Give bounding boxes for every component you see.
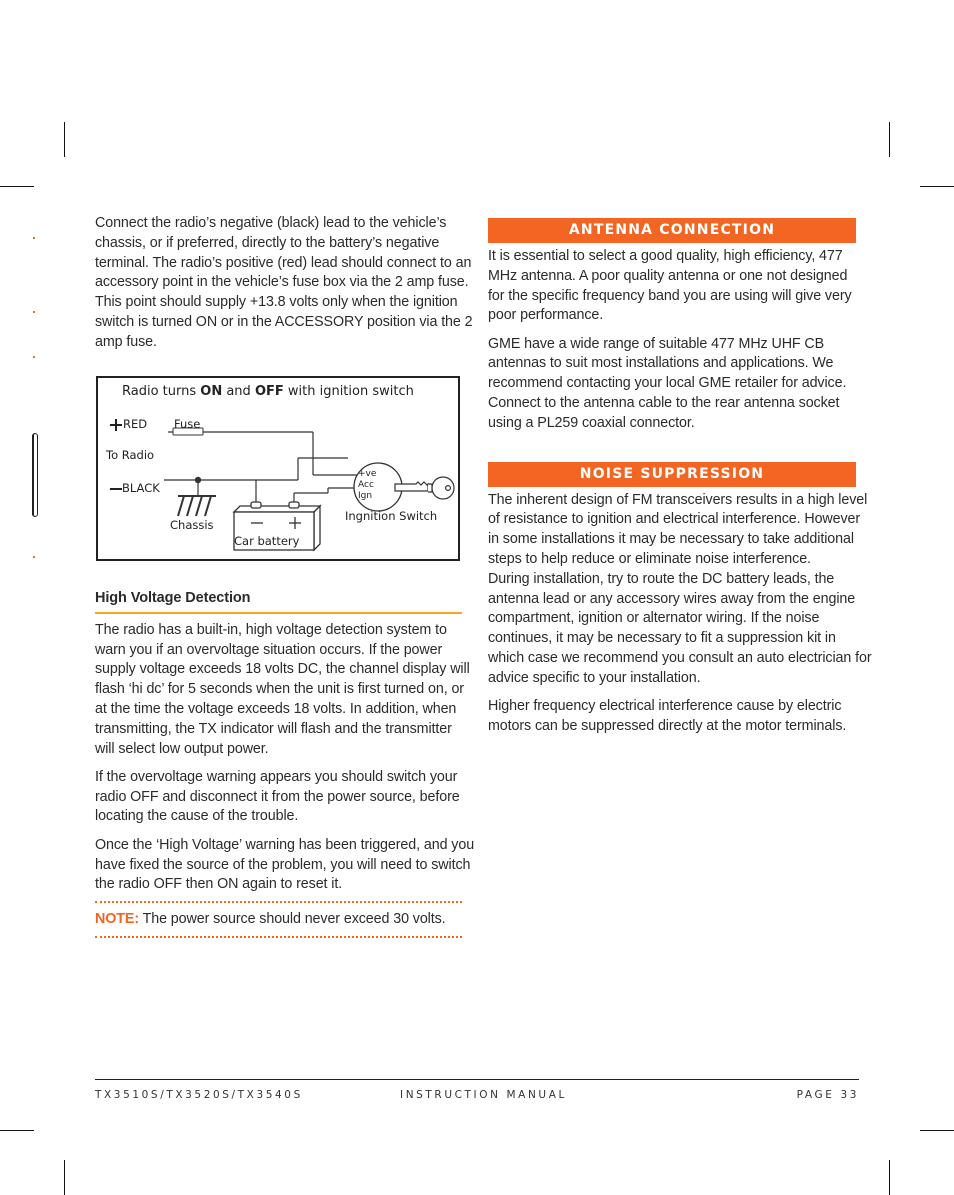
crop-mark xyxy=(0,186,34,187)
text-line: which case we recommend you consult an auto electrician for xyxy=(488,650,872,667)
text-line: motors can be suppressed directly at the motor terminals. xyxy=(488,717,847,734)
text-line: poor performance. xyxy=(488,307,604,324)
registration-bracket xyxy=(32,433,38,517)
label-to-radio: To Radio xyxy=(106,448,155,462)
label-red: RED xyxy=(123,417,148,431)
wiring-diagram xyxy=(96,376,460,561)
note-label: NOTE: xyxy=(95,911,139,928)
junction-dot xyxy=(195,477,201,483)
text-line: Connect to the antenna cable to the rear antenna socket xyxy=(488,395,840,412)
label-car-battery: Car battery xyxy=(234,534,300,548)
text-line: accessory point in the vehicle’s fuse box via the 2 amp fuse. xyxy=(95,274,469,291)
text-line: antenna lead or any accessory wires away from the engine xyxy=(488,590,856,607)
text-line: the radio OFF then ON again to reset it. xyxy=(95,876,343,893)
text-line: terminal. The radio’s positive (red) lead should connect to an xyxy=(95,254,472,271)
text-line: in some installations it may be necessary to take additional xyxy=(488,531,854,548)
text-line: switch is turned ON or in the ACCESSORY position via the 2 xyxy=(95,313,473,330)
text-line: flash ‘hi dc’ for 5 seconds when the unit is first turned on, or xyxy=(95,681,464,698)
battery-leads xyxy=(256,480,360,505)
left-column xyxy=(95,214,473,361)
text-line: antennas to suit most installations and applications. We xyxy=(488,355,834,372)
page-footer xyxy=(95,1079,859,1101)
hv-paragraph-2 xyxy=(95,768,462,827)
antenna-paragraph-2 xyxy=(488,335,856,434)
text-line: Once the ‘High Voltage’ warning has been triggered, and you xyxy=(95,836,475,853)
text-line: will select low output power. xyxy=(95,740,269,757)
text-line: Higher frequency electrical interference cause by electric xyxy=(488,698,842,715)
key-icon xyxy=(395,477,454,499)
hv-paragraph-1 xyxy=(95,621,470,760)
label-pos-ve: +ve xyxy=(358,469,377,479)
text-line: steps to help reduce or eliminate noise interference. xyxy=(488,551,811,568)
label-ignition-switch: Ingnition Switch xyxy=(345,509,438,523)
text-line: at the time the voltage exceeds 18 volts. In addition, when xyxy=(95,700,457,717)
footer-model: TX3510S/TX3520S/TX3540S xyxy=(95,1089,303,1101)
hv-paragraph-3 xyxy=(95,836,475,895)
text-line: MHz antenna. A poor quality antenna or one not designed xyxy=(488,267,848,284)
diagram-title: Radio turns ON and OFF with ignition switch xyxy=(122,384,414,399)
text-line: supply voltage exceeds 18 volts DC, the channel display will xyxy=(95,661,470,678)
text-line: warn you if an overvoltage situation occurs. If the power xyxy=(95,641,443,658)
crop-mark xyxy=(64,1160,65,1195)
crop-mark xyxy=(920,186,954,187)
right-column xyxy=(488,218,872,745)
crop-mark xyxy=(920,1130,954,1131)
crop-mark xyxy=(0,1130,34,1131)
antenna-connection-heading: ANTENNA CONNECTION xyxy=(488,218,856,243)
text-line: Connect the radio’s negative (black) lead to the vehicle’s xyxy=(95,215,447,231)
registration-mark xyxy=(33,311,35,313)
text-line: transmitting, the TX indicator will flash and the transmitter xyxy=(95,720,452,737)
chassis-ground-icon xyxy=(178,496,216,516)
label-chassis: Chassis xyxy=(170,518,214,532)
left-column-lower xyxy=(95,589,475,938)
text-line: locating the cause of the trouble. xyxy=(95,808,299,825)
label-acc: Acc xyxy=(358,480,374,490)
label-ign: Ign xyxy=(358,491,373,501)
text-line: advice specific to your installation. xyxy=(488,669,701,686)
text-line: amp fuse. xyxy=(95,333,157,350)
noise-paragraph-1 xyxy=(488,491,872,689)
text-line: chassis, or if preferred, directly to the battery’s negative xyxy=(95,234,440,251)
text-line: of resistance to ignition and electrical interference. However xyxy=(488,511,861,528)
crop-mark xyxy=(64,122,65,157)
note-text: The power source should never exceed 30 volts. xyxy=(138,911,446,928)
text-line: GME have a wide range of suitable 477 MHz UHF CB xyxy=(488,335,825,352)
footer-page: PAGE 33 xyxy=(796,1089,859,1101)
note-box xyxy=(95,901,462,938)
intro-paragraph xyxy=(95,214,473,353)
antenna-paragraph-1 xyxy=(488,247,856,326)
text-line: The radio has a built-in, high voltage detection system to xyxy=(95,621,447,638)
noise-suppression-heading: NOISE SUPPRESSION xyxy=(488,462,856,487)
text-line: for the specific frequency band you are using will give very xyxy=(488,287,852,304)
red-wire xyxy=(168,432,358,475)
crop-mark xyxy=(889,1160,890,1195)
noise-paragraph-2 xyxy=(488,697,856,737)
text-line: have fixed the source of the problem, you will need to switch xyxy=(95,856,471,873)
text-line: recommend contacting your local GME retailer for advice. xyxy=(488,375,847,392)
text-line: This point should supply +13.8 volts only when the ignition xyxy=(95,294,458,311)
text-line: During installation, try to route the DC battery leads, the xyxy=(488,570,835,587)
text-line: If the overvoltage warning appears you should switch your xyxy=(95,768,458,785)
text-line: compartment, ignition or alternator wiring. If the noise xyxy=(488,610,820,627)
high-voltage-heading: High Voltage Detection xyxy=(95,589,462,614)
text-line: The inherent design of FM transceivers results in a high level xyxy=(488,491,868,508)
text-line: It is essential to select a good quality, high efficiency, 477 xyxy=(488,248,843,264)
label-fuse: Fuse xyxy=(174,417,201,431)
registration-mark xyxy=(33,556,35,558)
label-black: BLACK xyxy=(122,481,160,495)
text-line: continues, it may be necessary to fit a suppression kit in xyxy=(488,630,836,647)
text-line: radio OFF and disconnect it from the power source, before xyxy=(95,788,460,805)
registration-mark xyxy=(33,237,35,239)
footer-manual: INSTRUCTION MANUAL xyxy=(400,1089,567,1101)
text-line: using a PL259 coaxial connector. xyxy=(488,414,695,431)
registration-mark xyxy=(33,356,35,358)
crop-mark xyxy=(889,122,890,157)
